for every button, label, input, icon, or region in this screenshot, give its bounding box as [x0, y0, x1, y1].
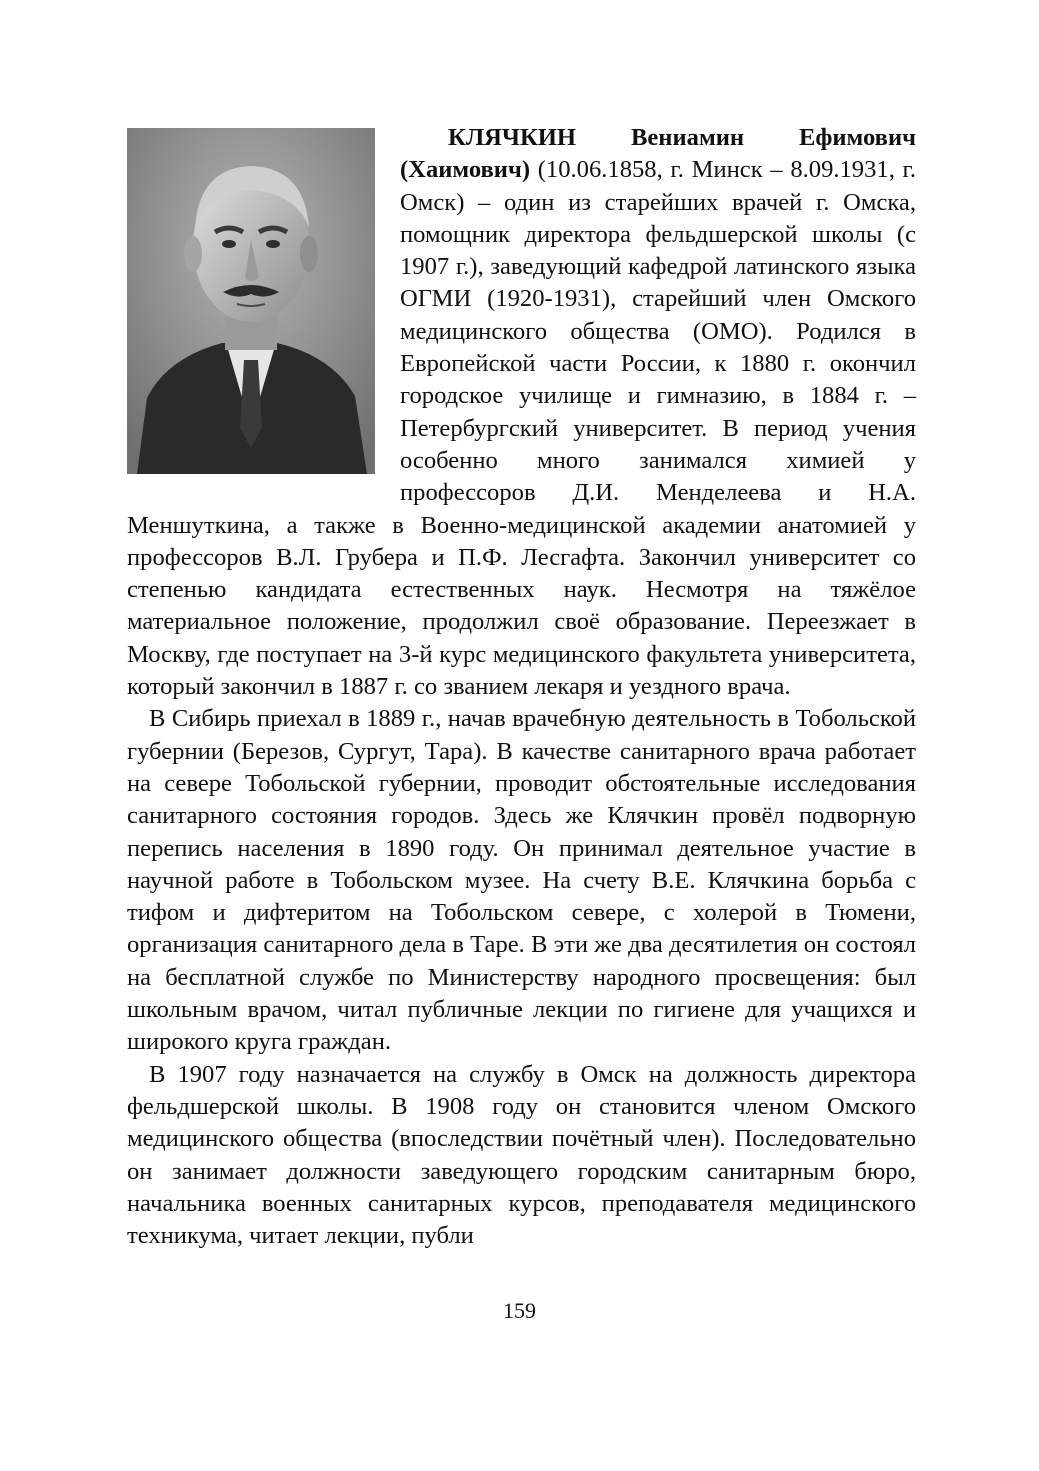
paragraph-omsk: В 1907 году назначается на службу в Омск на должность директора фельдшерской школы. В 1908 году он становится членом Омского медицинского общества (впоследствии почётный член). Последовательно он занимает должности заведующего городским санитарным бюро, начальника военных санитарных курсов, преподавателя медицинского техникума, читает лекции, публи — [127, 1060, 916, 1250]
page-number: 159 — [503, 1298, 536, 1323]
person-name: КЛЯЧКИН Вениамин Ефимович (Хаимович) — [400, 124, 916, 184]
lead-text: (10.06.1858, г. Минск – 8.09.1931, г. Омск) – один из старейших врачей г. Омска, помощник директора фельдшерской школы (с 1907 г.), заведующий кафедрой латинского языка ОГМИ (1920-1931), старейший член Омского медицинского общества (ОМО). Родился в Европейской части России, к 1880 г. окончил городское училище и гимназию, в 1884 г. – Петербургский университет. В период учения особенно много занимался химией у профессоров Д.И. Менделеева и Н.А. Меншуткина, а также в Военно-медицинской академии анатомией у профессоров В.Л. Грубера и П.Ф. Лесгафта. Закончил университет со степенью кандидата естественных наук. Несмотря на тяжёлое материальное положение, продолжил своё образование. Переезжает в Москву, где поступает на 3-й курс медицинского факультета университета, который закончил в 1887 г. со званием лекаря и уездного врача. — [127, 156, 916, 701]
paragraph-siberia: В Сибирь приехал в 1889 г., начав врачебную деятельность в Тобольской губернии (Березов, Сургут, Тара). В качестве санитарного врача работает на севере Тобольской губернии, проводит обстоятельные исследования санитарного состояния городов. Здесь же Клячкин провёл подворную перепись населения в 1890 году. Он принимал деятельное участие в научной работе в Тобольском музее. На счету В.Е. Клячкина борьба с тифом и дифтеритом на Тобольском севере, с холерой в Тюмени, организация санитарного дела в Таре. В эти же два десятилетия он состоял на бесплатной службе по Министерству народного просвещения: был школьным врачом, читал публичные лекции по гигиене для учащихся и широкого круга граждан. — [127, 705, 916, 1056]
portrait-photo — [127, 128, 375, 474]
article-body — [127, 122, 916, 1252]
